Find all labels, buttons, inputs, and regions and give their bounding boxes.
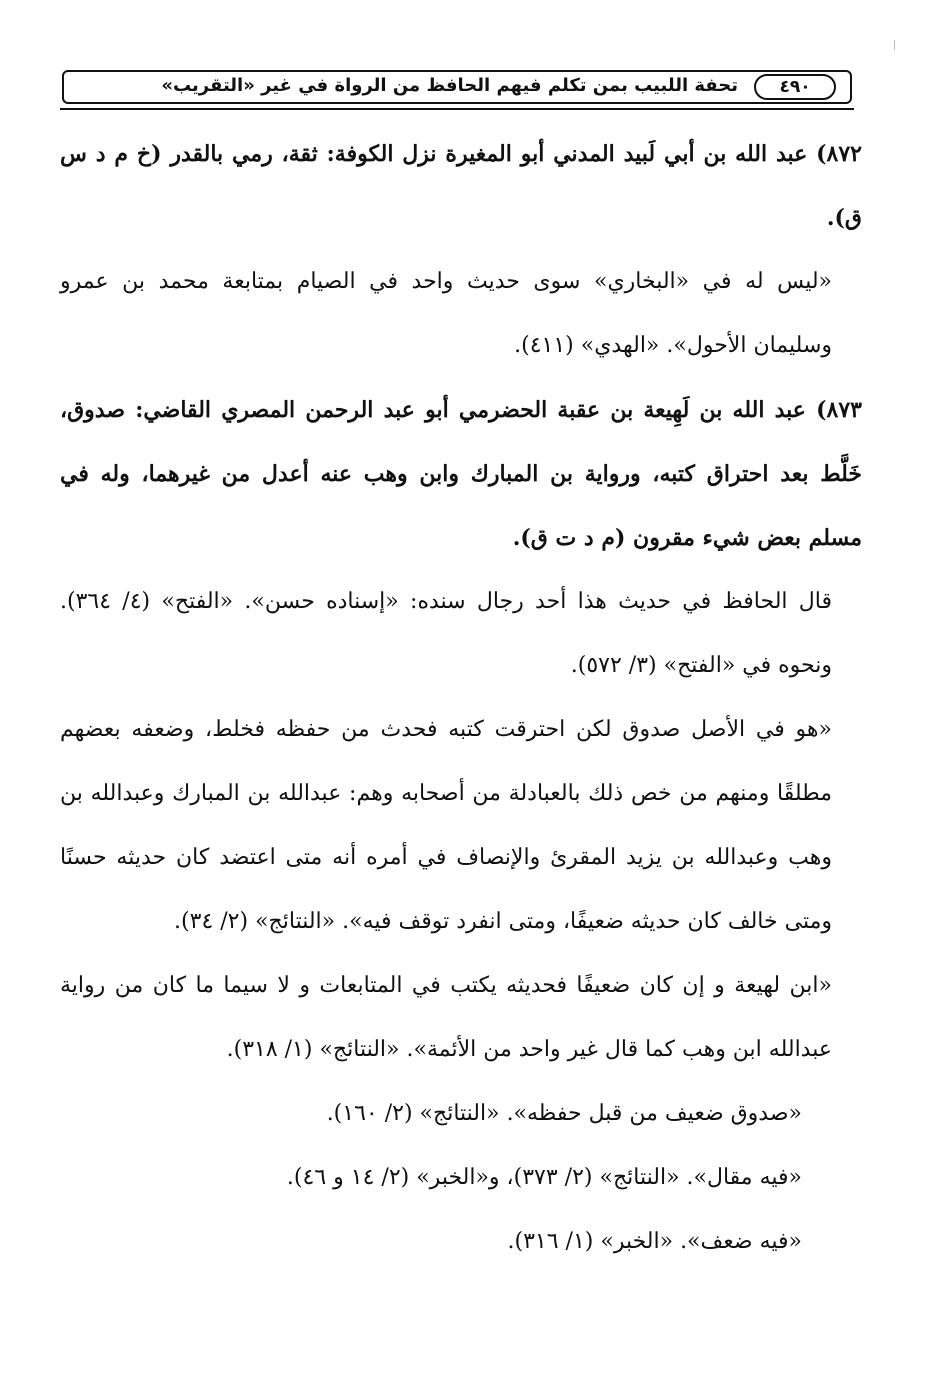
entry-873-short-quote-1: «صدوق ضعيف من قبل حفظه». «النتائج» (٢/ ١٦٠).	[326, 1101, 802, 1126]
entry-873-short-quote-3: «فيه ضعف». «الخبر» (١/ ٣١٦).	[507, 1229, 802, 1254]
entry-873-nataij-quote: «هو في الأصل صدوق لكن احترقت كتبه فحدث من حفظه فخلط، وضعفه بعضهم مطلقًا ومنهم من خص ذلك بالعبادلة من أصحابه وهم: عبدالله بن المبارك وعبدالله بن وهب وعبدالله بن يزيد المقرئ والإنصاف في أمره أنه متى اعتضد كان حديثه حسنًا ومتى خالف كان حديثه ضعيفًا، ومتى انفرد توقف فيه». «النتائج» (٢/ ٣٤).	[60, 717, 832, 934]
entry-872-quote: «ليس له في «البخاري» سوى حديث واحد في الصيام بمتابعة محمد بن عمرو وسليمان الأحول». «الهدي» (٤١١).	[60, 269, 832, 358]
entry-873-short-quote-2: «فيه مقال». «النتائج» (٢/ ٣٧٣)، و«الخبر» (٢/ ١٤ و ٤٦).	[286, 1165, 802, 1190]
header-rule	[60, 108, 854, 110]
entry-873-heading: ٨٧٣) عبد الله بن لَهِيعة بن عقبة الحضرمي أبو عبد الرحمن المصري القاضي: صدوق، خَلَّط بعد احتراق كتبه، ورواية بن المبارك وابن وهب عنه أعدل من غيرهما، وله في مسلم بعض شيء مقرون (م د ت ق).	[60, 397, 862, 551]
entry-873-mutabaat-quote: «ابن لهيعة و إن كان ضعيفًا فحديثه يكتب في المتابعات و لا سيما ما كان من رواية عبدالله ابن وهب كما قال غير واحد من الأئمة». «النتائج» (١/ ٣١٨).	[60, 973, 832, 1062]
book-title: تحفة اللبيب بمن تكلم فيهم الحافظ من الرواة في غير «التقريب»	[161, 75, 738, 96]
page-body	[60, 122, 862, 1274]
entry-873-fath-note: قال الحافظ في حديث هذا أحد رجال سنده: «إسناده حسن». «الفتح» (٤/ ٣٦٤). ونحوه في «الفتح» (٣/ ٥٧٢).	[60, 589, 832, 678]
scan-edge-mark	[894, 40, 895, 50]
entry-872-heading: ٨٧٢) عبد الله بن أبي لَبيد المدني أبو المغيرة نزل الكوفة: ثقة، رمي بالقدر (خ م د س ق).	[60, 141, 862, 231]
running-header	[62, 70, 852, 104]
page-number: ٤٩٠	[754, 74, 836, 100]
